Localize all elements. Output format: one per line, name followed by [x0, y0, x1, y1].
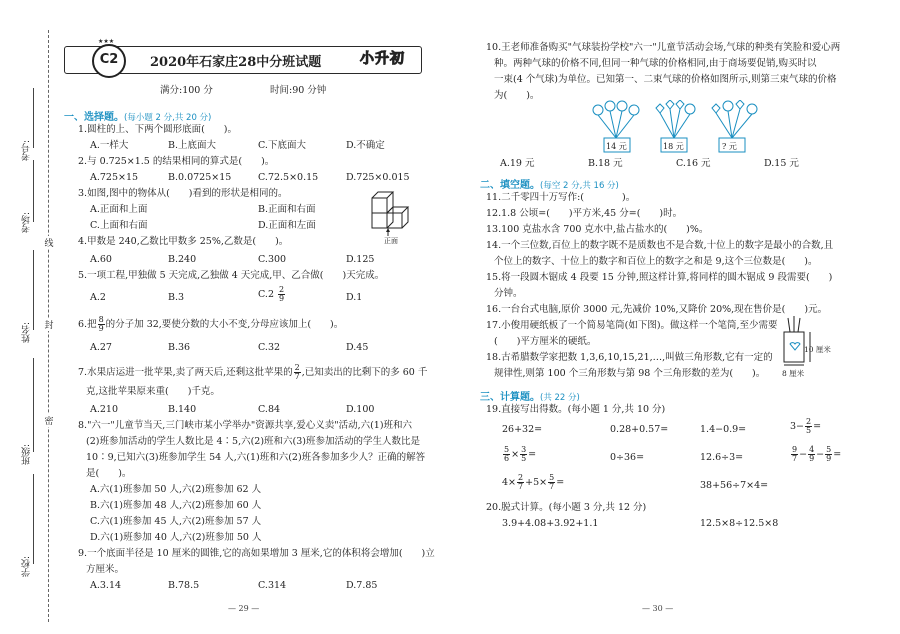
- question-2: 2.与 0.725×1.5 的结果相同的算式是( )。: [78, 156, 275, 167]
- option: C.32: [258, 342, 281, 353]
- fraction-numerator: 2: [279, 285, 285, 294]
- option: D.45: [346, 342, 369, 353]
- question-17: 17.小俊用硬纸板了一个简易笔筒(如下图)。做这样一个笔筒,至少需要: [486, 320, 778, 331]
- cube-front-label: 正面: [384, 237, 398, 245]
- sidebar-line: [33, 250, 34, 330]
- pen-holder-figure: [778, 316, 820, 368]
- option: C.六(1)班参加 45 人,六(2)班参加 57 人: [90, 516, 262, 527]
- fraction-denominator: 7: [294, 372, 300, 381]
- option: B.18 元: [588, 158, 623, 169]
- sidebar-school: 学校:: [22, 556, 32, 578]
- option: D.7.85: [346, 580, 378, 591]
- question-8-line: 10∶9,已知六(3)班参加学生 54 人,六(1)班和六(2)班各参加多少人？正确的解答: [86, 452, 426, 463]
- header-stars: ★★★: [98, 38, 115, 45]
- question-10-line: 一束(4 个气球)为单位。已知第一、二束气球的价格如图所示,则第三束气球的价格: [494, 74, 837, 85]
- option: D.725×0.015: [346, 172, 410, 183]
- option: A.210: [90, 404, 119, 415]
- question-14-line: 个位上的数字、十位上的数字和百位上的数字之和是 9,这个三位数是( )。: [494, 256, 818, 267]
- balloon-price-tag: 18 元: [663, 142, 684, 151]
- page-number-left: — 29 —: [228, 604, 260, 613]
- option: B.0.0725×15: [168, 172, 232, 183]
- sidebar-line: [33, 160, 34, 222]
- question-19: 19.直接写出得数。(每小题 1 分,共 10 分): [486, 404, 666, 415]
- question-8: 8."六一"儿童节当天,三门峡市某小学举办"资源共享,爱心义卖"活动,六(1)班和六: [78, 420, 413, 431]
- sidebar-exam-room: 考场:: [22, 212, 32, 234]
- option: A.3.14: [90, 580, 122, 591]
- fraction-denominator: 9: [279, 294, 285, 303]
- option: A.725×15: [90, 172, 139, 183]
- page-number-right: — 30 —: [642, 604, 674, 613]
- sidebar-line: [33, 88, 34, 148]
- calc-item: 26+32=: [502, 424, 543, 435]
- option: B.3: [168, 292, 185, 303]
- option: A.19 元: [500, 158, 535, 169]
- calc-text: +5: [525, 477, 540, 488]
- question-9-line: 方厘米。: [86, 564, 125, 575]
- question-15: 15.将一段圆木锯成 4 段要 15 分钟,照这样计算,将同样的圆木锯成 9 段需要( ): [486, 272, 833, 283]
- option: B.36: [168, 342, 191, 353]
- header-badge: 小升初: [360, 51, 405, 67]
- section-title: 二、填空题。: [480, 180, 540, 191]
- calc-item: 4× $\frac{2}{7}$ +5× $\frac{5}{7}$ =: [502, 473, 565, 491]
- calc-item: 3.9+4.08+3.92+1.1: [502, 518, 599, 529]
- question-6: [78, 316, 343, 333]
- section-title: 三、计算题。: [480, 392, 540, 403]
- option: C.84: [258, 404, 281, 415]
- option: D.六(1)班参加 40 人,六(2)班参加 50 人: [90, 532, 262, 543]
- q6-text: 6.把: [78, 319, 97, 330]
- question-9: 9.一个底面半径是 10 厘米的圆锥,它的高如果增加 3 厘米,它的体积将会增加( )立: [78, 548, 435, 559]
- option: B.78.5: [168, 580, 200, 591]
- header-title: 2020年石家庄28中分班试题: [150, 55, 322, 70]
- option: D.正面和左面: [258, 220, 316, 231]
- calc-item: 0÷36=: [610, 452, 645, 463]
- fraction: [294, 364, 301, 381]
- option: A.27: [90, 342, 112, 353]
- cut-label: 封: [44, 318, 54, 331]
- calc-text: 4×: [502, 477, 517, 488]
- header-code-badge: [92, 44, 126, 78]
- question-17-line: ( )平方厘米的硬纸。: [494, 336, 597, 347]
- section-title: 一、选择题。: [64, 112, 124, 123]
- sidebar-line: [33, 474, 34, 564]
- option: B.240: [168, 254, 197, 265]
- option: C.下底面大: [258, 140, 306, 151]
- question-1: 1.圆柱的上、下两个圆形底面( )。: [78, 124, 237, 135]
- question-10: 10.王老师准备购买"气球装扮学校"六一"儿童节活动会场,气球的种类有笑脸和爱心两: [486, 42, 841, 53]
- question-15-line: 分钟。: [494, 288, 523, 299]
- question-4: 4.甲数是 240,乙数比甲数多 25%,乙数是( )。: [78, 236, 289, 247]
- question-14: 14.一个三位数,百位上的数字既不是质数也不是合数,十位上的数字是最小的合数,且: [486, 240, 834, 251]
- question-10-line: 为( )。: [494, 90, 540, 101]
- option: A.60: [90, 254, 112, 265]
- full-marks: 满分:100 分: [160, 85, 213, 96]
- fraction: [98, 316, 105, 333]
- option: C.314: [258, 580, 287, 591]
- q6-text: 的分子加 32,要使分数的大小不变,分母应该加上( )。: [105, 319, 344, 330]
- pen-holder-height: 10 厘米: [804, 345, 831, 354]
- calc-item: 3− $\frac{2}{5}$ =: [790, 417, 822, 435]
- fraction-denominator: 9: [98, 324, 104, 333]
- q7-text: ,已知卖出的比剩下的多 60 千: [301, 367, 428, 378]
- balloon-price-tag: ? 元: [722, 142, 737, 151]
- option: [258, 286, 286, 303]
- question-16: 16.一台台式电脑,原价 3000 元,先减价 10%,又降价 20%,现在售价是( )元。: [486, 304, 828, 315]
- option: B.上底面大: [168, 140, 217, 151]
- cut-label: 线: [44, 236, 54, 249]
- option: C.16 元: [676, 158, 711, 169]
- sidebar-line: [33, 358, 34, 452]
- calc-item: 0.28+0.57=: [610, 424, 669, 435]
- balloon-price-tag: 14 元: [606, 142, 627, 151]
- option: B.正面和右面: [258, 204, 316, 215]
- cut-label: 密: [44, 414, 54, 427]
- sidebar-name: 姓名:: [22, 322, 32, 344]
- section-note: (共 22 分): [540, 393, 580, 403]
- option: D.不确定: [346, 140, 385, 151]
- option: C.72.5×0.15: [258, 172, 319, 183]
- fraction: [278, 286, 285, 303]
- calc-item: $\frac{9}{7}$ − $\frac{4}{9}$ − $\frac{5}{9}$ =: [792, 445, 842, 463]
- section-calc-title: [480, 388, 580, 403]
- calc-item: 12.5×8÷12.5×8: [700, 518, 779, 529]
- pen-holder-width: 8 厘米: [782, 369, 805, 378]
- q7-text: 7.水果店运进一批苹果,卖了两天后,还剩这批苹果的: [78, 367, 293, 378]
- header-code: C2: [99, 52, 119, 67]
- question-18: 18.古希腊数学家把数 1,3,6,10,15,21,…,叫做三角形数,它有一定的: [486, 352, 773, 363]
- question-8-line: 是( )。: [86, 468, 132, 479]
- section-fill-title: [480, 176, 619, 191]
- question-7-line2: 克,这批苹果原来重( )千克。: [86, 386, 220, 397]
- calc-text: =: [556, 477, 565, 488]
- option: B.六(1)班参加 48 人,六(2)班参加 60 人: [90, 500, 262, 511]
- question-8-line: (2)班参加活动的学生人数比是 4∶5,六(2)班和六(3)班参加活动的学生人数比是: [86, 436, 420, 447]
- fraction-numerator: 8: [98, 315, 104, 324]
- option: B.140: [168, 404, 197, 415]
- sidebar-class: 班级:: [22, 444, 32, 466]
- question-11: 11.二千零四十万写作:( )。: [486, 192, 636, 203]
- option: A.一样大: [90, 140, 129, 151]
- fraction-numerator: 2: [294, 363, 300, 372]
- question-5: 5.一项工程,甲独做 5 天完成,乙独做 4 天完成,甲、乙合做( )天完成。: [78, 270, 385, 281]
- option: A.正面和上面: [90, 204, 148, 215]
- question-18-line: 规律性,则第 100 个三角形数与第 98 个三角形数的差为( )。: [494, 368, 766, 379]
- option: D.100: [346, 404, 375, 415]
- option: D.1: [346, 292, 363, 303]
- calc-item: 1.4−0.9=: [700, 424, 747, 435]
- calc-item: 12.6÷3=: [700, 452, 744, 463]
- sidebar-exam-no: 考号:: [22, 140, 32, 162]
- question-3: 3.如图,图中的物体从( )看到的形状是相同的。: [78, 188, 288, 199]
- question-12: 12.1.8 公顷=( )平方米,45 分=( )时。: [486, 208, 683, 219]
- section-note: (每空 2 分,共 16 分): [540, 181, 619, 191]
- option: C.300: [258, 254, 287, 265]
- option: C.上面和右面: [90, 220, 148, 231]
- exam-time: 时间:90 分钟: [270, 85, 327, 96]
- option: A.2: [90, 292, 106, 303]
- question-20: 20.脱式计算。(每小题 3 分,共 12 分): [486, 502, 647, 513]
- calc-item: $\frac{5}{6}$ × $\frac{3}{5}$ =: [504, 445, 537, 463]
- calc-item: 38+56÷7×4=: [700, 480, 769, 491]
- question-13: 13.100 克盐水含 700 克水中,盐占盐水的( )%。: [486, 224, 709, 235]
- option-label: C.2: [258, 289, 274, 300]
- section-choice-title: [64, 108, 211, 123]
- question-7: [78, 364, 427, 381]
- section-note: (每小题 2 分,共 20 分): [124, 113, 212, 123]
- option: D.15 元: [764, 158, 799, 169]
- option: D.125: [346, 254, 375, 265]
- option: A.六(1)班参加 50 人,六(2)班参加 62 人: [90, 484, 262, 495]
- calc-text: 3−: [790, 421, 805, 432]
- question-10-line: 种。两种气球的价格不同,但同一种气球的价格相同,由于商场要促销,购买时以: [494, 58, 817, 69]
